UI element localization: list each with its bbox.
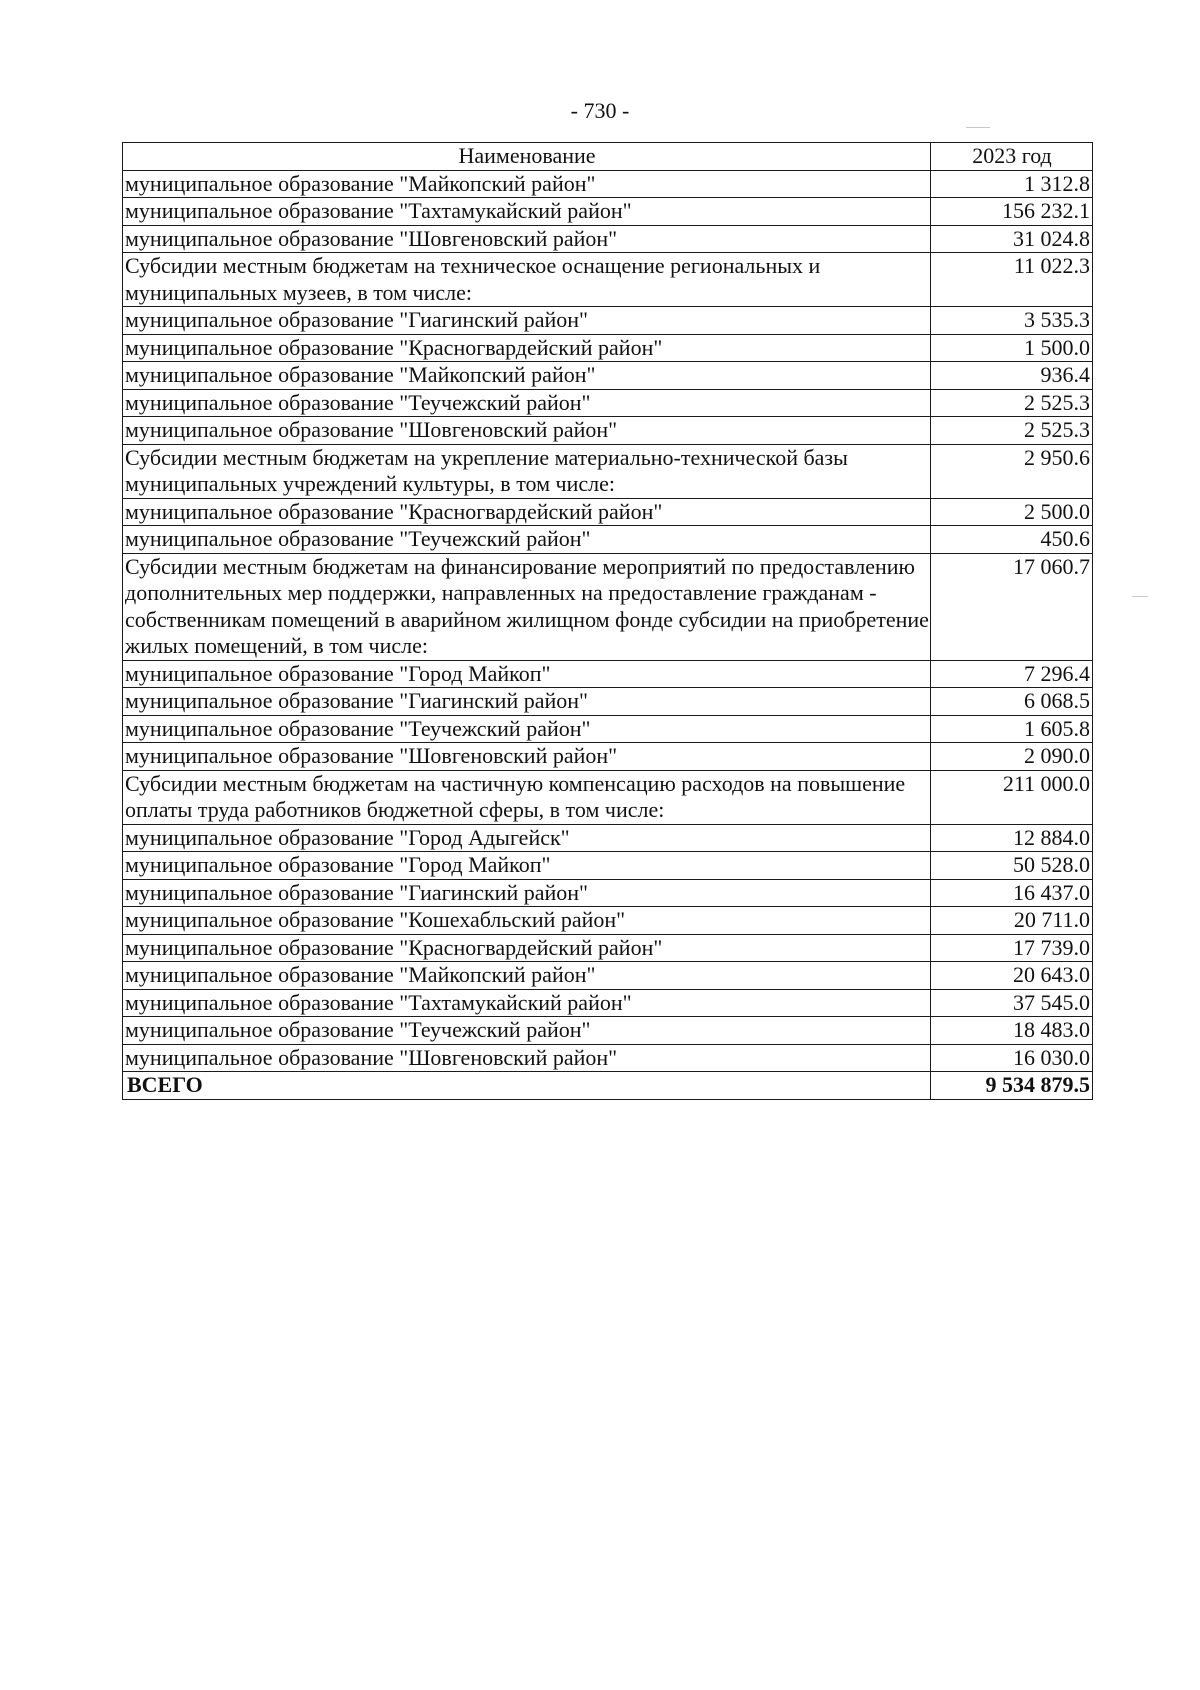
row-value-cell: 156 232.1 [931, 198, 1093, 226]
row-name-cell: Субсидии местным бюджетам на частичную компенсацию расходов на повышение оплаты труда работников бюджетной сферы, в том числе: [123, 770, 931, 824]
row-name-cell: Субсидии местным бюджетам на укрепление материально-технической базы муниципальных учреждений культуры, в том числе: [123, 444, 931, 498]
table-row [123, 934, 1093, 962]
table-row [123, 389, 1093, 417]
row-value-cell: 2 500.0 [931, 498, 1093, 526]
table-row [123, 660, 1093, 688]
row-value-cell: 1 605.8 [931, 715, 1093, 743]
row-value-cell: 2 525.3 [931, 417, 1093, 445]
total-value: 9 534 879.5 [931, 1072, 1093, 1100]
row-name-cell: муниципальное образование "Шовгеновский район" [123, 1044, 931, 1072]
table-row [123, 253, 1093, 307]
table-row [123, 1044, 1093, 1072]
row-name-cell: муниципальное образование "Шовгеновский район" [123, 225, 931, 253]
row-value-cell: 31 024.8 [931, 225, 1093, 253]
row-name-cell: муниципальное образование "Город Майкоп" [123, 852, 931, 880]
row-value-cell: 37 545.0 [931, 989, 1093, 1017]
row-name-cell: муниципальное образование "Город Майкоп" [123, 660, 931, 688]
row-name-cell: муниципальное образование "Гиагинский район" [123, 879, 931, 907]
row-name-cell: муниципальное образование "Красногвардейский район" [123, 334, 931, 362]
row-name-cell: муниципальное образование "Майкопский район" [123, 362, 931, 390]
table-row [123, 334, 1093, 362]
row-value-cell: 6 068.5 [931, 688, 1093, 716]
scan-mark [966, 127, 990, 128]
row-name-cell: муниципальное образование "Красногвардейский район" [123, 934, 931, 962]
table-row [123, 852, 1093, 880]
row-name-cell: муниципальное образование "Майкопский район" [123, 170, 931, 198]
column-header-year: 2023 год [931, 143, 1093, 171]
table-row [123, 715, 1093, 743]
table-row [123, 962, 1093, 990]
table-row [123, 526, 1093, 554]
row-value-cell: 16 437.0 [931, 879, 1093, 907]
row-name-cell: Субсидии местным бюджетам на финансирование мероприятий по предоставлению дополнительных мер поддержки, направленных на предоставление гражданам - собственникам помещений в аварийном жилищном фонде субсидии на приобретение жилых помещений, в том числе: [123, 553, 931, 660]
row-name-cell: муниципальное образование "Тахтамукайский район" [123, 989, 931, 1017]
row-name-cell: муниципальное образование "Гиагинский район" [123, 688, 931, 716]
row-name-cell: муниципальное образование "Майкопский район" [123, 962, 931, 990]
table-row [123, 362, 1093, 390]
table-body [123, 170, 1093, 1072]
row-name-cell: муниципальное образование "Гиагинский район" [123, 307, 931, 335]
total-label: ВСЕГО [123, 1072, 931, 1100]
table-row [123, 225, 1093, 253]
row-name-cell: муниципальное образование "Теучежский район" [123, 1017, 931, 1045]
table-row [123, 417, 1093, 445]
row-value-cell: 17 060.7 [931, 553, 1093, 660]
table-row [123, 688, 1093, 716]
row-value-cell: 16 030.0 [931, 1044, 1093, 1072]
row-name-cell: муниципальное образование "Город Адыгейск" [123, 824, 931, 852]
table-row [123, 307, 1093, 335]
table-row [123, 743, 1093, 771]
row-name-cell: муниципальное образование "Красногвардейский район" [123, 498, 931, 526]
budget-table [122, 142, 1093, 1100]
row-name-cell: муниципальное образование "Шовгеновский район" [123, 743, 931, 771]
table-row [123, 1017, 1093, 1045]
row-value-cell: 12 884.0 [931, 824, 1093, 852]
row-value-cell: 2 525.3 [931, 389, 1093, 417]
table-row [123, 498, 1093, 526]
page-number: - 730 - [570, 98, 630, 123]
row-value-cell: 211 000.0 [931, 770, 1093, 824]
total-row [123, 1072, 1093, 1100]
row-name-cell: муниципальное образование "Тахтамукайский район" [123, 198, 931, 226]
row-value-cell: 2 090.0 [931, 743, 1093, 771]
row-name-cell: муниципальное образование "Теучежский район" [123, 715, 931, 743]
row-name-cell: муниципальное образование "Шовгеновский район" [123, 417, 931, 445]
scan-mark [1132, 596, 1148, 597]
row-value-cell: 18 483.0 [931, 1017, 1093, 1045]
table-row [123, 444, 1093, 498]
table-row [123, 989, 1093, 1017]
row-value-cell: 17 739.0 [931, 934, 1093, 962]
row-name-cell: муниципальное образование "Теучежский район" [123, 526, 931, 554]
table-row [123, 879, 1093, 907]
table-row [123, 770, 1093, 824]
row-value-cell: 7 296.4 [931, 660, 1093, 688]
table-header-row [123, 143, 1093, 171]
row-value-cell: 50 528.0 [931, 852, 1093, 880]
row-value-cell: 450.6 [931, 526, 1093, 554]
row-name-cell: муниципальное образование "Кошехабльский район" [123, 907, 931, 935]
table-row [123, 198, 1093, 226]
row-value-cell: 20 711.0 [931, 907, 1093, 935]
table-row [123, 170, 1093, 198]
row-value-cell: 1 500.0 [931, 334, 1093, 362]
table-row [123, 824, 1093, 852]
row-name-cell: муниципальное образование "Теучежский район" [123, 389, 931, 417]
row-value-cell: 1 312.8 [931, 170, 1093, 198]
column-header-name: Наименование [123, 143, 931, 171]
row-value-cell: 936.4 [931, 362, 1093, 390]
table-row [123, 553, 1093, 660]
row-name-cell: Субсидии местным бюджетам на техническое оснащение региональных и муниципальных музеев, в том числе: [123, 253, 931, 307]
row-value-cell: 11 022.3 [931, 253, 1093, 307]
table-row [123, 907, 1093, 935]
row-value-cell: 2 950.6 [931, 444, 1093, 498]
row-value-cell: 20 643.0 [931, 962, 1093, 990]
row-value-cell: 3 535.3 [931, 307, 1093, 335]
